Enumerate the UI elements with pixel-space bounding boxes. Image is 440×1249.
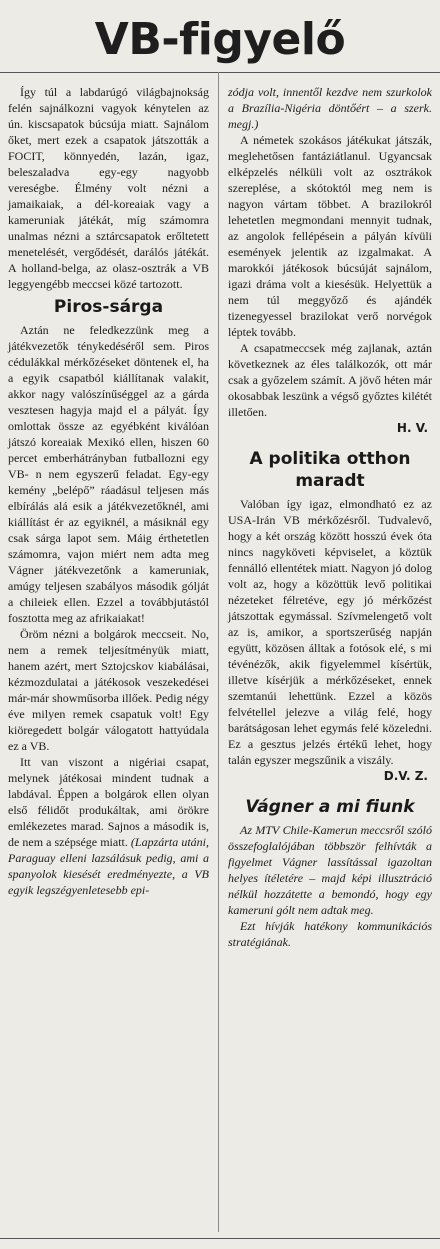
editor-note-end: zódja volt, innentől kezdve nem szurkolok a Brazília-Nigéria döntőért – a szerk. megj.): [228, 85, 432, 131]
outlook-paragraph: A csapatmeccsek még zajlanak, aztán következnek az éles találkozók, ott már csak a győzelem számít. A jövő héten már okosabbak leszünk a végső győztes kilétét illetően.: [228, 341, 432, 419]
left-column: [8, 84, 209, 898]
right-column: [228, 84, 432, 950]
nigeria-text: Itt van viszont a nigériai csapat, melynek játékosai mindent tudnak a labdával. Éppen a bolgárok ellen olyan első félidőt produkáltak, ami örökre emlékezetes marad. Sajnos a második is, de nem a szépsége miatt.: [8, 755, 209, 849]
referee-paragraph: Aztán ne feledkezzünk meg a játékvezetők ténykedéséről sem. Piros cédulákkal mérkőzéseket döntenek el, ha a egyik csapatból kiállítanak valakit, akkor nagy valószínűséggel az a gárda vesztesen hagyja majd el a pályát. Így omlottak össze az egyébként kiválóan játszó koreaiak Mexikó ellen, hiszen 60 percet emberhátrányban futballozni egy VB- n nem egyszerű feladat. Egy-egy kemény „belépő” ráadásul teljesen más elbírálás alá esik a játékvezetőknél, ami kiállítást ér az egyiknél, a másiknál egy csak sárga lapot sem. Máig érthetetlen számomra, vajon miért nem adta meg Vágner játékvezetőnk a kameruniak, amúgy teljesen szabályos második gólját a chileiek ellen. Ezzel a továbbjutástól fosztotta meg az afrikaiakat!: [8, 323, 209, 625]
page-title: VB-figyelő: [94, 14, 346, 65]
teams-paragraph: A németek szokásos játékukat játszák, meglehetősen fantáziátlanul. Ugyancsak elképzelés nélküli volt az osztrákok szereplése, a skótoktól meg nem is nagyon vártam többet. A brazilokról lehetetlen megmondani mennyit tudnak, az angolok fellépésein a pályán kívüli események jelentik az izgalmakat. A marokkói játékosok búcsúját sajnálom, igazi dráma volt a kiesésük. Helyettük a nem túl meggyőző és ajándék tizenegyessel brazilokat verő norvégok léptek tovább.: [228, 133, 432, 339]
nigeria-paragraph: [8, 754, 209, 898]
bottom-rule: [0, 1238, 440, 1239]
heading-politika: A politika otthon maradt: [249, 449, 411, 491]
spacer: [228, 436, 432, 444]
signature-dvz: D.V. Z.: [383, 769, 428, 783]
title-divider: [0, 72, 440, 73]
usa-iran-paragraph: Valóban így igaz, elmondható ez az USA-Irán VB mérkőzésről. Tudvalevő, hogy a két ország között hosszú évek óta nincs nagyköveti képviselet, a köztük fennálló ellentétek miatt. Nagyon jó dolog volt az, hogy a közöttük levő politikai nézeteket félretéve, egy jó mérkőzést játszottak egymással. Szívmelengető volt az is, amikor, a sportszerűség napján együtt, közösen álltak a fotósok elé, s mi tévénézők, akik figyelemmel kísértük, illetve kísérjük a mérkőzéseket, ennek szemtanúi lehettünk. Ezzel a közös felvétellel jelezve a világ felé, hogy barátságosan lehet egymás felé közeledni. Ez a gesztus jelzés értékű lehet, hogy talán egyszer megszűnik a viszály.: [228, 497, 432, 767]
editor-note-start: (Lapzárta utáni, Paraguay elleni lazsálásuk pedig, ami a spanyolok kiesését eredményezte, a VB egyik legszégyenletesebb epi-: [8, 835, 209, 897]
mtv-paragraph: Az MTV Chile-Kamerun meccsről szóló összefoglalójában többször felhívták a figyelmet Vágner lassítással igazoltan helyes ítéletére – majd képi illusztráció nélkül hozzátette a bemondó, hogy egy kameruni gólt nem adtak meg.: [228, 823, 432, 917]
intro-paragraph: Így túl a labdarúgó világbajnokság felén sajnálkozni vagyok kénytelen az ún. kiscsapatok búcsúja miatt. Sajnálom őket, mert ezek a csapatok játszották a FOCIT, könnyedén, lazán, igaz, beleszaladva egy-egy nagyobb vereségbe. Élmény volt nézni a jamaikaiak, a dél-koreaiak vagy a kameruniak játékát, míg számomra unalmas nézni a sztárcsapatok erőltetett menetelését, vergődését, darálós játékát. A holland-belga, az olasz-osztrák a VB leggyengébb meccsei közé tartozott.: [8, 85, 209, 291]
heading-piros-sarga: Piros-sárga: [53, 297, 164, 317]
strategy-paragraph: Ezt hívják hatékony kommunikációs stratégiának.: [228, 919, 432, 949]
column-divider: [218, 72, 219, 1232]
spacer: [228, 784, 432, 792]
signature-hv: H. V.: [396, 421, 428, 435]
heading-vagner: Vágner a mi fiunk: [245, 797, 415, 817]
bulgaria-paragraph: Öröm nézni a bolgárok meccseit. No, nem a remek teljesítményük miatt, hanem azért, mert Sztojcskov kiabálásai, kézmozdulatai a játékosok veszekedései már-már showműsorba illőek. Pedig négy éve milyen remek csapatuk volt! Egy kiöregedett bolgár válogatott hattyúdala ez a VB.: [8, 627, 209, 753]
